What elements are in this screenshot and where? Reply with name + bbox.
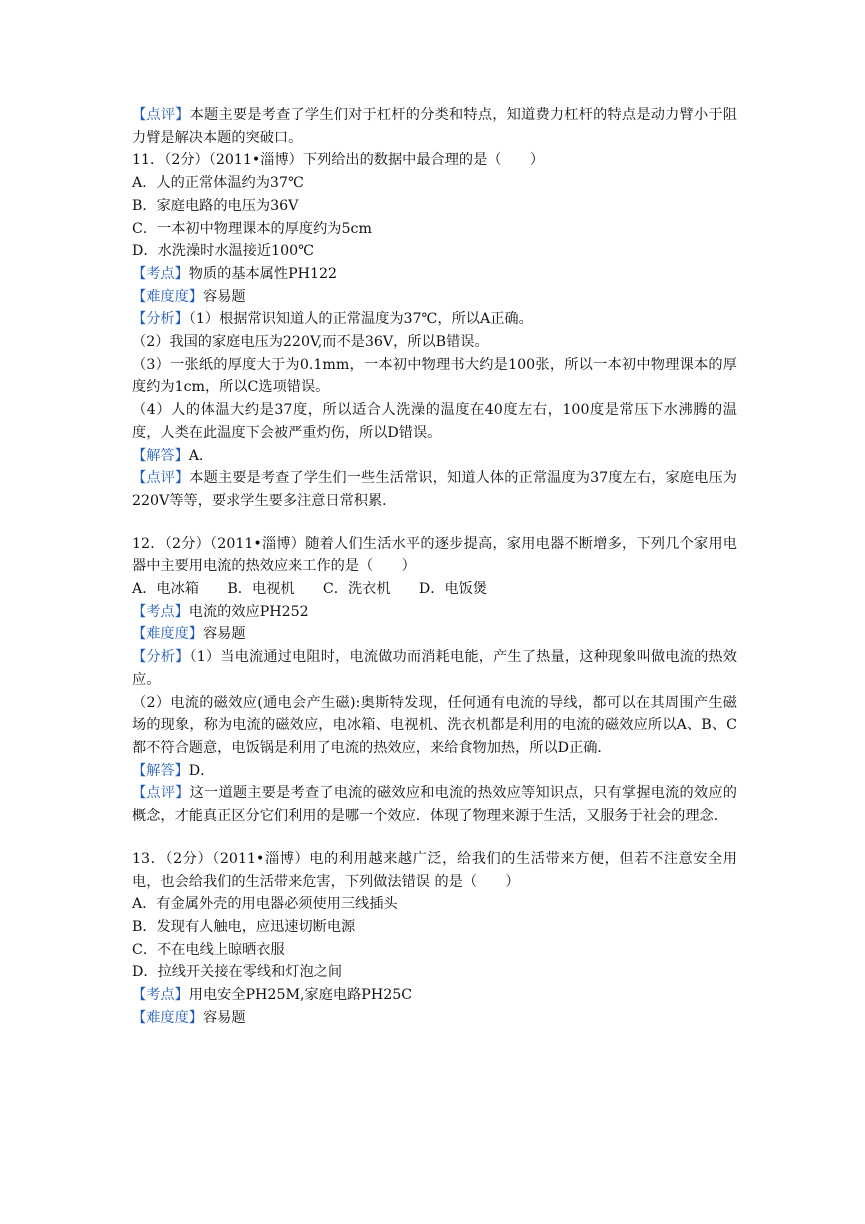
options-line: A．电冰箱 B．电视机 C．洗衣机 D．电饭煲 (132, 581, 488, 598)
difficulty-text: 容易题 (202, 1009, 246, 1026)
analysis-line-2: （2）电流的磁效应(通电会产生磁):奥斯特发现，任何通有电流的导线，都可以在其周围产生磁场的现象，称为电流的磁效应，电冰箱、电视机、洗衣机都是利用的电流的磁效应所以A、B、C都不符合题意，电饭锅是利用了电流的热效应，来给食物加热，所以D正确． (132, 694, 737, 756)
review-tag: 【点评】 (132, 470, 190, 487)
point-tag: 【考点】 (132, 987, 189, 1004)
point-tag: 【考点】 (132, 603, 189, 620)
point-text: 电流的效应PH252 (188, 603, 309, 620)
difficulty-tag: 【难度度】 (132, 626, 203, 643)
option-d: D．拉线开关接在零线和灯泡之间 (132, 964, 343, 981)
difficulty (132, 1007, 737, 1030)
answer-tag: 【解答】 (132, 762, 189, 779)
question-stem: 11．（2分）（2011•淄博）下列给出的数据中最合理的是（ ） (132, 152, 545, 169)
difficulty (132, 623, 737, 646)
analysis-tag: 【分析】 (132, 649, 190, 666)
intro-review (132, 104, 737, 149)
answer-text: D． (188, 762, 215, 779)
point-text: 物质的基本属性PH122 (188, 265, 338, 282)
knowledge-point (132, 601, 737, 624)
review-tag: 【点评】 (132, 107, 190, 123)
difficulty (132, 286, 737, 309)
option-d: D．水洗澡时水温接近100℃ (132, 243, 315, 260)
answer-text: A． (188, 447, 214, 464)
review-text: 这一道题主要是考查了电流的磁效应和电流的热效应等知识点，只有掌握电流的效应的概念，才能真正区分它们利用的是哪一个效应．体现了物理来源于生活，又服务于社会的理念． (132, 785, 737, 825)
review-text: 本题主要是考查了学生们对于杠杆的分类和特点，知道费力杠杆的特点是动力臂小于阻力臂是解决本题的突破口。 (132, 107, 737, 146)
answer (132, 760, 737, 783)
option-c: C．不在电线上晾晒衣服 (132, 941, 285, 958)
option-a: A．人的正常体温约为37℃ (132, 175, 304, 192)
question-13 (132, 848, 737, 1030)
option-c: C．一本初中物理课本的厚度约为5cm (132, 220, 372, 237)
point-text: 用电安全PH25M,家庭电路PH25C (188, 987, 413, 1004)
knowledge-point (132, 984, 737, 1007)
analysis-tag: 【分析】 (132, 311, 189, 328)
point-tag: 【考点】 (132, 265, 189, 282)
answer-tag: 【解答】 (132, 447, 189, 464)
question-stem: 13．（2分）（2011•淄博）电的利用越来越广泛，给我们的生活带来方便，但若不注意安全用电，也会给我们的生活带来危害，下列做法错误 的是（ ） (132, 850, 737, 890)
review (132, 782, 737, 827)
analysis-line-2: （2）我国的家庭电压为220V,而不是36V，所以B错误。 (132, 334, 489, 351)
document-content (132, 104, 737, 1029)
option-b: B．家庭电路的电压为36V (132, 197, 299, 214)
analysis-line-1 (132, 308, 737, 331)
difficulty-tag: 【难度度】 (132, 288, 203, 305)
difficulty-tag: 【难度度】 (132, 1009, 203, 1026)
knowledge-point (132, 263, 737, 286)
spacer (132, 513, 737, 533)
answer (132, 445, 737, 468)
question-12 (132, 533, 737, 828)
review (132, 467, 737, 512)
difficulty-text: 容易题 (202, 626, 246, 643)
option-a: A．有金属外壳的用电器必须使用三线插头 (132, 896, 398, 913)
spacer (132, 828, 737, 848)
option-b: B．发现有人触电，应迅速切断电源 (132, 918, 356, 935)
analysis-text: （1）当电流通过电阻时，电流做功而消耗电能，产生了热量，这种现象叫做电流的热效应。 (132, 649, 737, 688)
analysis-line-3: （3）一张纸的厚度大于为0.1mm，一本初中物理书大约是100张，所以一本初中物理课本的厚度约为1cm，所以C选项错误。 (132, 356, 737, 396)
difficulty-text: 容易题 (202, 288, 246, 305)
review-text: 本题主要是考查了学生们一些生活常识，知道人体的正常温度为37度左右，家庭电压为220V等等，要求学生要多注意日常积累． (132, 470, 737, 509)
analysis-line-1 (132, 646, 737, 691)
review-tag: 【点评】 (132, 785, 190, 802)
question-stem: 12．（2分）（2011•淄博）随着人们生活水平的逐步提高，家用电器不断增多，下列几个家用电器中主要用电流的热效应来工作的是（ ） (132, 535, 737, 575)
question-11 (132, 149, 737, 512)
analysis-line-4: （4）人的体温大约是37度，所以适合人洗澡的温度在40度左右，100度是常压下水沸腾的温度，人类在此温度下会被严重灼伤，所以D错误。 (132, 402, 737, 441)
analysis-text: （1）根据常识知道人的正常温度为37℃，所以A正确。 (188, 311, 533, 328)
